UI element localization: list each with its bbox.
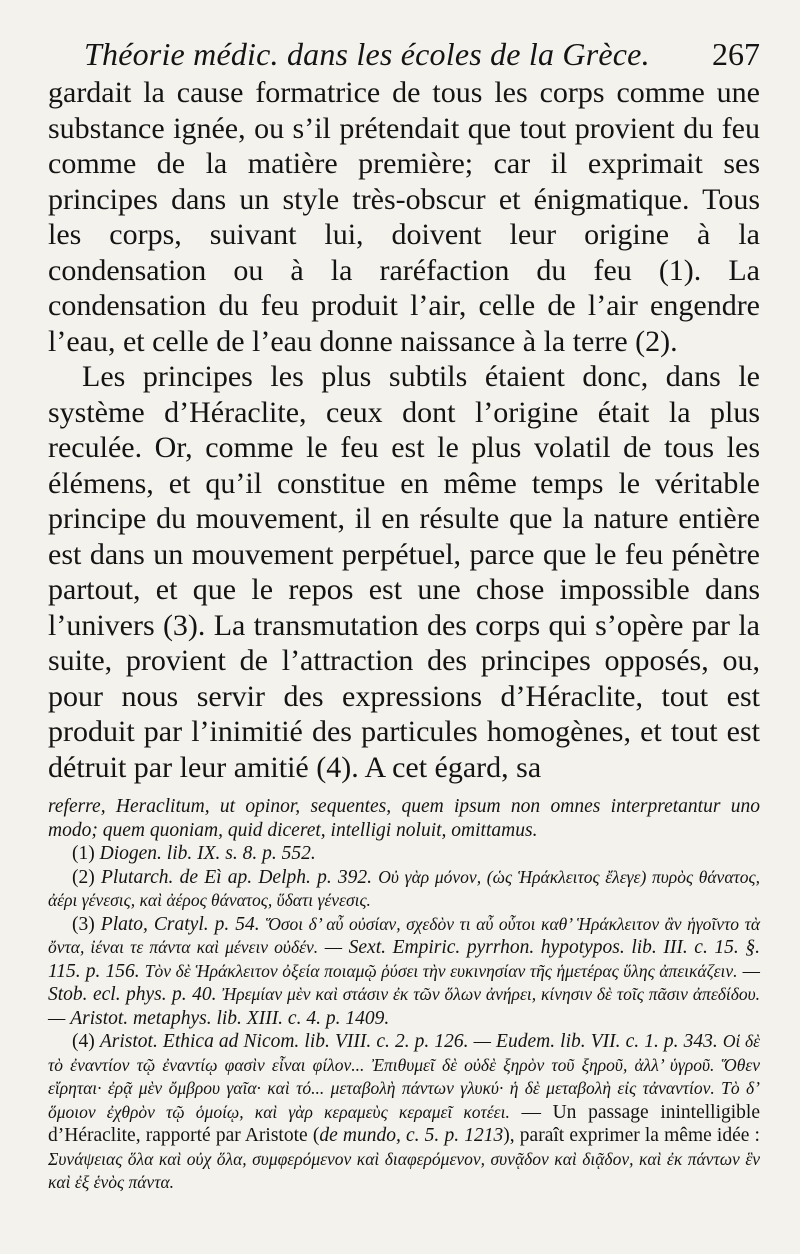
main-text [48, 75, 760, 785]
paragraph-1: gardait la cause formatrice de tous les corps comme une substance ignée, ou s’il prétendait que tout provient du feu comme de la matière première; car il exprimait ses principes dans un style très-obscur et énigmatique. Tous les corps, suivant lui, doivent leur origine à la condensation ou à la raréfaction du feu (1). La condensation du feu produit l’air, celle de l’air engendre l’eau, et celle de l’eau donne naissance à la terre (2). [48, 76, 760, 358]
footnote-4 [48, 1030, 760, 1195]
greek-quotation: Ὅσοι δ’ αὖ οὐσίαν, σχεδὸν τι αὖ οὗτοι καθ’ Ἡράκλειτον ἂν ἡγοῖντο τὰ ὄντα, ἰέναι τε πάντα καὶ μένειν οὐδέν. [48, 913, 761, 957]
footnote-reference: — Sext. Empiric. pyrrhon. hypotypos. lib. III. c. 15. §. 115. p. 156. [48, 937, 760, 982]
footnote-reference: Diogen. lib. IX. s. 8. p. 552. [99, 843, 316, 864]
greek-quotation: Ἠρεμίαν μὲν καὶ στάσιν ἐκ τῶν ὅλων ἀνήρει, κίνησιν δὲ τοῖς πᾶσιν ἀπεδίδου. [221, 984, 761, 1004]
footnote-marker: (1) [72, 843, 95, 864]
greek-quotation: Οἱ δὲ τὸ ἐναντίον τῷ ἐναντίῳ φασὶν εἶναι φίλον... Ἐπιθυμεῖ δὲ οὐδὲ ξηρὸν τοῦ ξηροῦ, ἀλλ’ ὑγροῦ. Ὅθεν εἴρηται· ἐρᾷ μὲν ὄμβρου γαῖα· καὶ τό... μεταβολὴ πάντων γλυκύ· ἡ δὲ μεταβολὴ εἰς τἀναντίον. Τὸ δ’ ὅμοιον ἐχθρὸν τῷ ὁμοίῳ, καὶ γὰρ κεραμεὺς κεραμεῖ κοτέει. [48, 1031, 761, 1122]
running-title: Théorie médic. dans les écoles de la Grèce. [84, 36, 650, 72]
footnote-1 [48, 842, 760, 866]
footnote-reference: de mundo, c. 5. p. 1213 [319, 1125, 504, 1146]
footnote-reference: — Aristot. metaphys. lib. XIII. c. 4. p. 1409. [48, 1007, 390, 1029]
footnote-marker: (4) [72, 1031, 95, 1052]
paragraph-2: Les principes les plus subtils étaient donc, dans le système d’Héraclite, ceux dont l’origine était la plus reculée. Or, comme le feu est le plus volatil de tous les élémens, et qu’il constitue en même temps le véritable principe du mouvement, il en résulte que la nature entière est dans un mouvement perpétuel, parce que le feu pénètre partout, et que le repos est une chose impossible dans l’univers (3). La transmutation des corps qui s’opère par la suite, provient de l’attraction des principes opposés, ou, pour nous servir des expressions d’Héraclite, tout est produit par l’inimitié des particules homogènes, et tout est détruit par leur amitié (4). A cet égard, sa [48, 360, 760, 784]
footnote-reference: Plato, Cratyl. p. 54. [100, 913, 260, 935]
footnote-reference: Plutarch. de Eì ap. Delph. p. 392. [100, 866, 373, 888]
footnote-3 [48, 913, 760, 1031]
running-head [84, 36, 760, 73]
greek-quotation: Συνάψειας ὅλα καὶ οὐχ ὅλα, συμφερόμενον καὶ διαφερόμενον, συνᾷδον καὶ διᾷδον, καὶ ἐκ πάντων ἓν καὶ ἐξ ἑνὸς πάντα. [48, 1148, 760, 1192]
footnote-text: — Un passage inintelligible d’Héraclite, rapporté par Aristote ( [48, 1101, 760, 1146]
footnote-2 [48, 866, 760, 913]
page-number: 267 [712, 36, 760, 72]
footnote-text: ), paraît exprimer la même idée : [503, 1125, 760, 1146]
footnotes [48, 795, 760, 1195]
footnote-marker: (3) [72, 913, 95, 935]
footnote-reference: — Stob. ecl. phys. p. 40. [48, 960, 761, 1005]
footnote-marker: (2) [72, 866, 95, 888]
footnote-reference: Aristot. Ethica ad Nicom. lib. VIII. c. 2. p. 126. — Eudem. lib. VII. c. 1. p. 343. [99, 1031, 718, 1052]
footnote-continuation: referre, Heraclitum, ut opinor, sequentes, quem ipsum non omnes interpretantur uno modo; quem quoniam, quid diceret, intelligi noluit, omittamus. [48, 796, 760, 841]
greek-quotation: Οὐ γὰρ μόνον, (ὡς Ἡράκλειτος ἔλεγε) πυρὸς θάνατος, ἀέρι γένεσις, καὶ ἀέρος θάνατος, ὕδατι γένεσις. [48, 866, 760, 910]
greek-quotation: Τὸν δὲ Ἡράκλειτον ὀξεία ποιαμῷ ῥύσει τὴν ευκινησίαν τῆς ἡμετέρας ὕλης ἀπεικάζειν. [144, 960, 738, 981]
